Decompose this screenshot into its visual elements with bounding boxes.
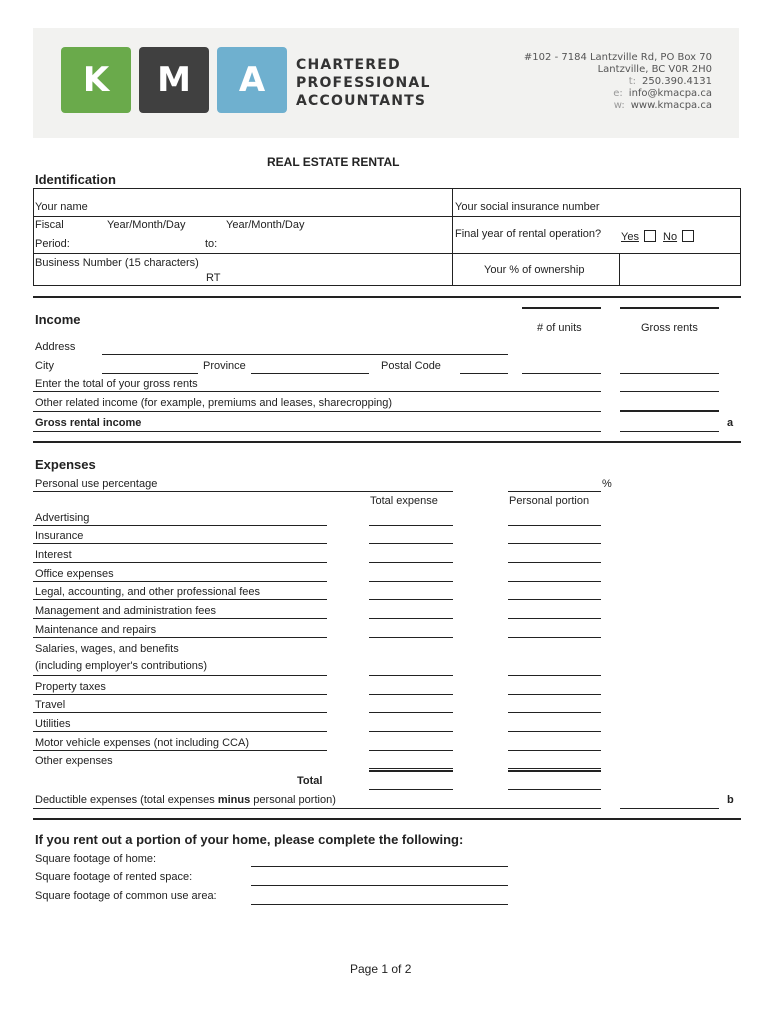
rt-label: RT [206, 272, 221, 284]
province-field[interactable] [251, 373, 369, 374]
email-label: e: [613, 88, 623, 99]
expense-personal-field[interactable] [508, 694, 601, 695]
address-field[interactable] [102, 354, 508, 355]
expense-total-field[interactable] [369, 562, 453, 563]
expense-personal-field[interactable] [508, 712, 601, 713]
expense-item-rule [33, 543, 327, 544]
province-label: Province [203, 360, 246, 372]
deductible-text: personal portion) [250, 794, 336, 806]
expense-item-label: Travel [35, 699, 66, 711]
expense-item-label: Interest [35, 549, 72, 561]
postal-code-field[interactable] [460, 373, 508, 374]
other-income-field[interactable] [620, 410, 719, 412]
sq-common-label: Square footage of common use area: [35, 890, 217, 902]
expense-personal-field[interactable] [508, 768, 601, 769]
sq-home-label: Square footage of home: [35, 853, 157, 865]
expense-item-label: Other expenses [35, 755, 113, 767]
salaries-sub-label: (including employer's contributions) [35, 660, 208, 672]
address-label: Address [35, 341, 76, 353]
firm-line: CHARTERED [296, 57, 401, 73]
expense-item-rule [33, 599, 327, 600]
web: www.kmacpa.ca [630, 100, 712, 111]
personal-use-rule [33, 491, 453, 492]
personal-use-label: Personal use percentage [35, 478, 158, 490]
expense-personal-field[interactable] [508, 618, 601, 619]
personal-use-field[interactable] [508, 491, 601, 492]
phone-label: t: [628, 76, 637, 87]
form-title: REAL ESTATE RENTAL [267, 155, 400, 169]
ownership-label: Your % of ownership [484, 264, 585, 276]
marker-a: a [727, 417, 734, 429]
firm-line: PROFESSIONAL [296, 75, 431, 91]
gross-top-rule [620, 307, 719, 309]
expense-personal-field[interactable] [508, 750, 601, 751]
expense-item-rule [33, 712, 327, 713]
expense-item-label: Salaries, wages, and benefits [35, 643, 179, 655]
ownership-divider [619, 253, 620, 286]
other-income-rule [33, 411, 601, 412]
expense-total-field[interactable] [369, 543, 453, 544]
expense-total-field[interactable] [369, 525, 453, 526]
city-label: City [35, 360, 54, 372]
deductible-rule [33, 808, 601, 809]
identification-heading: Identification [35, 172, 116, 187]
total-expense-header: Total expense [370, 495, 438, 507]
sq-rented-label: Square footage of rented space: [35, 871, 193, 883]
gross-rental-rule [33, 431, 601, 432]
page-footer: Page 1 of 2 [350, 962, 412, 976]
expense-item-label: Motor vehicle expenses (not including CCA) [35, 737, 249, 749]
units-header: # of units [537, 322, 582, 334]
email-line [524, 88, 712, 100]
total-expense-field[interactable] [369, 789, 453, 790]
deductible-label [35, 794, 336, 806]
deductible-field[interactable] [620, 808, 719, 809]
contact-block [524, 52, 712, 112]
id-rule [33, 216, 452, 217]
deductible-text: Deductible expenses (total expenses [35, 794, 218, 806]
personal-portion-header: Personal portion [509, 495, 590, 507]
marker-b: b [727, 794, 734, 806]
section-divider [33, 296, 741, 298]
expense-item-label: Insurance [35, 530, 84, 542]
expense-item-label: Maintenance and repairs [35, 624, 157, 636]
expense-item-label: Management and administration fees [35, 605, 216, 617]
section-divider [33, 818, 741, 820]
expense-personal-field[interactable] [508, 562, 601, 563]
gross-rental-field[interactable] [620, 431, 719, 432]
sq-home-field[interactable] [251, 866, 508, 867]
expense-item-label: Office expenses [35, 568, 114, 580]
expense-item-label: Advertising [35, 512, 90, 524]
email: info@kmacpa.ca [628, 88, 712, 99]
id-rule [452, 216, 741, 217]
expense-personal-field[interactable] [508, 731, 601, 732]
fiscal-to-format: Year/Month/Day [226, 219, 305, 231]
expense-item-rule [33, 750, 327, 751]
deductible-minus: minus [217, 794, 251, 806]
no-checkbox[interactable] [682, 230, 694, 242]
expense-total-field[interactable] [369, 599, 453, 600]
expense-personal-field[interactable] [508, 675, 601, 676]
sin-label: Your social insurance number [455, 201, 600, 213]
gross-rents-header: Gross rents [641, 322, 698, 334]
expense-personal-field[interactable] [508, 599, 601, 600]
logo-letter-k: K [61, 47, 131, 113]
percent-sign: % [602, 478, 612, 490]
units-field[interactable] [522, 373, 601, 374]
expense-total-field[interactable] [369, 712, 453, 713]
expense-item-rule [33, 562, 327, 563]
total-gross-field[interactable] [620, 391, 719, 392]
phone: 250.390.4131 [642, 76, 712, 87]
personal-portion-total-field[interactable] [508, 789, 601, 790]
postal-code-label: Postal Code [381, 360, 441, 372]
sq-rented-field[interactable] [251, 885, 508, 886]
expense-total-field[interactable] [369, 750, 453, 751]
home-heading: If you rent out a portion of your home, please complete the following: [35, 832, 464, 847]
web-line [524, 100, 712, 112]
address-line: Lantzville, BC V0R 2H0 [597, 64, 712, 75]
logo-letter-m: M [139, 47, 209, 113]
your-name-label: Your name [35, 201, 88, 213]
section-divider [33, 441, 741, 443]
expense-item-rule [33, 581, 327, 582]
expense-total-field[interactable] [369, 581, 453, 582]
no-label: No [663, 231, 678, 243]
to-label: to: [205, 238, 218, 250]
expense-item-label: Property taxes [35, 681, 106, 693]
yes-label: Yes [621, 231, 639, 243]
gross-rental-label: Gross rental income [35, 417, 142, 429]
expense-item-rule [33, 675, 327, 676]
fiscal-label: Fiscal [35, 219, 64, 231]
expense-item-rule [33, 618, 327, 619]
expenses-heading: Expenses [35, 457, 96, 472]
expense-item-rule [33, 694, 327, 695]
units-top-rule [522, 307, 601, 309]
expense-personal-field[interactable] [508, 637, 601, 638]
city-field[interactable] [102, 373, 198, 374]
firm-name [296, 56, 431, 110]
web-label: w: [613, 100, 625, 111]
total-expense-total-rule [369, 770, 453, 772]
expense-total-field[interactable] [369, 618, 453, 619]
gross-rents-field[interactable] [620, 373, 719, 374]
total-gross-rule [33, 391, 601, 392]
expense-personal-field[interactable] [508, 525, 601, 526]
id-divider [452, 188, 453, 286]
expense-total-field[interactable] [369, 675, 453, 676]
sq-common-field[interactable] [251, 904, 508, 905]
expense-total-field[interactable] [369, 731, 453, 732]
id-rule [33, 253, 741, 254]
address-line: #102 - 7184 Lantzville Rd, PO Box 70 [523, 52, 712, 63]
personal-portion-total-rule [508, 770, 601, 772]
other-income-label: Other related income (for example, premiums and leases, sharecropping) [35, 397, 393, 409]
income-heading: Income [35, 312, 81, 327]
expense-item-label: Utilities [35, 718, 71, 730]
final-year-label: Final year of rental operation? [455, 228, 602, 240]
expense-personal-field[interactable] [508, 543, 601, 544]
total-label: Total [297, 775, 323, 787]
fiscal-from-format: Year/Month/Day [107, 219, 186, 231]
expense-personal-field[interactable] [508, 581, 601, 582]
expense-item-rule [33, 525, 327, 526]
phone-line [524, 76, 712, 88]
expense-item-rule [33, 637, 327, 638]
yes-checkbox[interactable] [644, 230, 656, 242]
expense-item-rule [33, 731, 327, 732]
expense-total-field[interactable] [369, 637, 453, 638]
expense-total-field[interactable] [369, 694, 453, 695]
expense-total-field[interactable] [369, 768, 453, 769]
firm-line: ACCOUNTANTS [296, 93, 427, 109]
expense-item-label: Legal, accounting, and other professional fees [35, 586, 261, 598]
period-label: Period: [35, 238, 70, 250]
business-number-label: Business Number (15 characters) [35, 257, 199, 269]
total-gross-label: Enter the total of your gross rents [35, 378, 198, 390]
logo-letter-a: A [217, 47, 287, 113]
